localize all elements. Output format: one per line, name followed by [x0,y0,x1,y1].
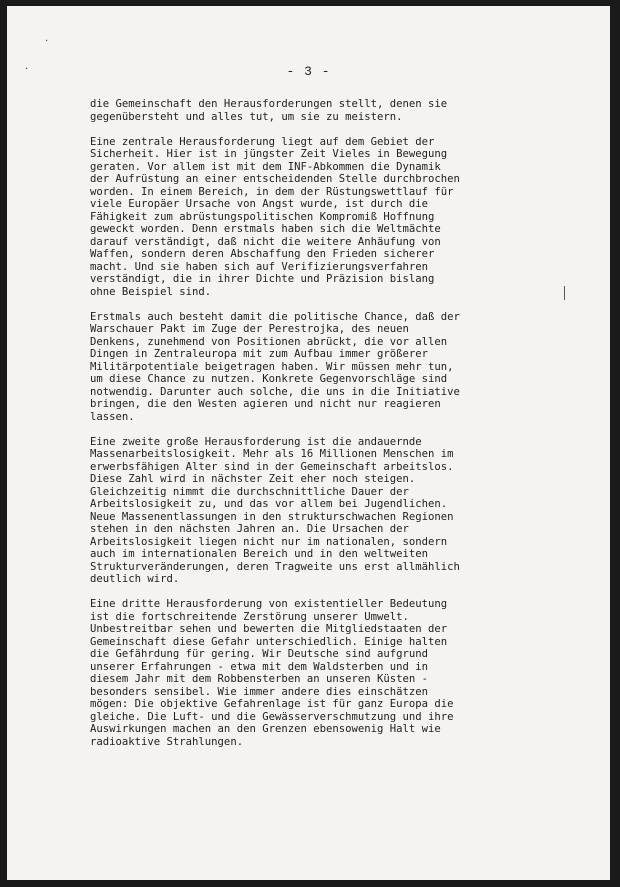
body-text [90,98,530,761]
paragraph: Eine zentrale Herausforderung liegt auf dem Gebiet der Sicherheit. Hier ist in jüngster Zeit Vieles in Bewegung geraten. Vor allem ist mit dem INF-Abkommen die Dynamik der Aufrüstung an einer entscheidenden Stelle durchbrochen worden. In einem Bereich, in dem der Rüstungswettlauf für viele Europäer Ursache von Angst wurde, ist durch die Fähigkeit zum abrüstungspolitischen Kompromiß Hoffnung geweckt worden. Denn erstmals haben sich die Weltmächte darauf verständigt, daß nicht die weitere Anhäufung von Waffen, sondern deren Abschaffung den Frieden sicherer macht. Und sie haben sich auf Verifizierungsverfahren verständigt, die in ihrer Dichte und Präzision bislang ohne Beispiel sind. [90,135,460,298]
paragraph: Eine dritte Herausforderung von existentieller Bedeutung ist die fortschreitende Zerstörung unserer Umwelt. Unbestreitbar sehen und bewerten die Mitgliedstaaten der Gemeinschaft diese Gefahr unterschiedlich. Einige halten die Gefährdung für gering. Wir Deutsche sind aufgrund unserer Erfahrungen - etwa mit dem Waldsterben und in diesem Jahr mit dem Robbensterben an unseren Küsten - besonders sensibel. Wie immer andere dies einschätzen mögen: Die objektive Gefahrenlage ist für ganz Europa die gleiche. Die Luft- und die Gewässerverschmutzung und ihre Auswirkungen machen an den Grenzen ebensowenig Halt wie radioaktive Strahlungen. [90,598,454,748]
paragraph: Erstmals auch besteht damit die politische Chance, daß der Warschauer Pakt im Zuge der Perestrojka, des neuen Denkens, zunehmend von Positionen abrückt, die vor allen Dingen in Zentraleuropa mit zum Aufbau immer größerer Militärpotentiale beigetragen haben. Wir müssen mehr tun, um diese Chance zu nutzen. Konkrete Gegenvorschläge sind notwendig. Darunter auch solche, die uns in die Initiative bringen, die den Westen agieren und nicht nur reagieren lassen. [90,310,460,423]
document-page [7,6,610,880]
scan-speck: · [25,64,29,75]
margin-mark [564,286,567,300]
page-number: - 3 - [286,64,331,79]
paragraph: Eine zweite große Herausforderung ist die andauernde Massenarbeitslosigkeit. Mehr als 16 Millionen Menschen im erwerbsfähigen Alter sind in der Gemeinschaft arbeitslos. Diese Zahl wird in nächster Zeit eher noch steigen. Gleichzeitig nimmt die durchschnittliche Dauer der Arbeitslosigkeit zu, und das vor allem bei Jugendlichen. Neue Massenentlassungen in den strukturschwachen Regionen stehen in den nächsten Jahren an. Die Ursachen der Arbeitslosigkeit liegen nicht nur im nationalen, sondern auch im internationalen Bereich und in den weltweiten Strukturveränderungen, deren Tragweite uns erst allmählich deutlich wird. [90,435,460,585]
paragraph: die Gemeinschaft den Herausforderungen stellt, denen sie gegenübersteht und alles tut, um sie zu meistern. [90,98,448,123]
scan-speck: · [45,36,49,47]
